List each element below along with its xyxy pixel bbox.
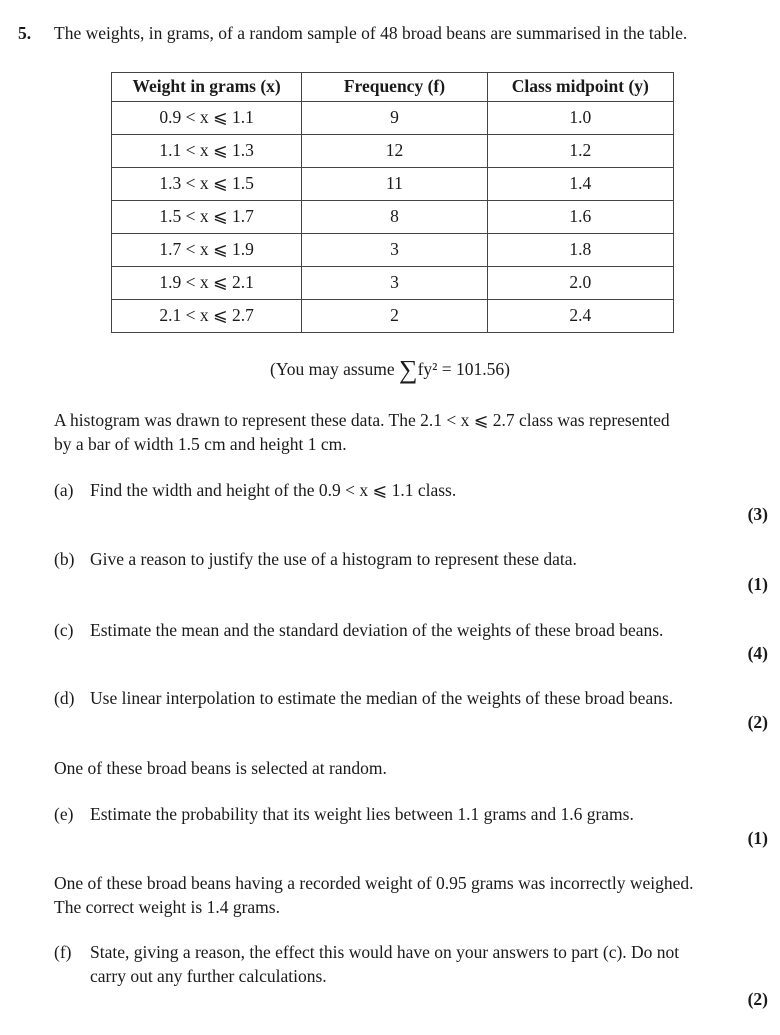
part-label: (f) [54, 942, 72, 962]
header-frequency: Frequency (f) [302, 73, 487, 102]
weights-table [111, 72, 674, 333]
random-selection-text: One of these broad beans is selected at random. [54, 758, 387, 778]
cell-midpoint: 1.6 [487, 201, 673, 234]
table-row [112, 267, 674, 300]
cell-frequency: 12 [302, 135, 487, 168]
part-text: Estimate the mean and the standard deviation of the weights of these broad beans. [90, 620, 664, 640]
cell-weight: 1.5 < x ⩽ 1.7 [112, 201, 302, 234]
cell-weight: 0.9 < x ⩽ 1.1 [112, 102, 302, 135]
marks-e: (1) [747, 828, 768, 848]
question-number: 5. [18, 23, 32, 43]
incorrect-weight-text [54, 872, 768, 919]
part-label: (d) [54, 688, 75, 708]
part-text: Estimate the probability that its weight lies between 1.1 grams and 1.6 grams. [90, 804, 634, 824]
cell-midpoint: 2.4 [487, 300, 673, 333]
part-b [54, 548, 768, 572]
part-c [54, 619, 768, 643]
table-row [112, 102, 674, 135]
histogram-line-2: by a bar of width 1.5 cm and height 1 cm. [54, 433, 347, 454]
question-intro: The weights, in grams, of a random sample of 48 broad beans are summarised in the table. [54, 23, 688, 43]
marks-b: (1) [747, 574, 768, 594]
part-a [54, 479, 768, 503]
cell-weight: 1.7 < x ⩽ 1.9 [112, 234, 302, 267]
cell-weight: 1.9 < x ⩽ 2.1 [112, 267, 302, 300]
part-d [54, 687, 768, 711]
incorrect-line-2: The correct weight is 1.4 grams. [54, 896, 280, 917]
marks-c: (4) [747, 643, 768, 663]
table-row [112, 201, 674, 234]
assumption-prefix: (You may assume [270, 359, 400, 379]
cell-midpoint: 2.0 [487, 267, 673, 300]
assumption-expression: fy² = 101.56) [417, 359, 510, 379]
part-text: Give a reason to justify the use of a histogram to represent these data. [90, 549, 577, 569]
part-label: (b) [54, 549, 75, 569]
part-label: (c) [54, 620, 74, 640]
part-e [54, 803, 768, 827]
cell-frequency: 8 [302, 201, 487, 234]
cell-midpoint: 1.4 [487, 168, 673, 201]
table-row [112, 135, 674, 168]
table-row [112, 234, 674, 267]
histogram-description [54, 409, 768, 456]
part-text-line-1: State, giving a reason, the effect this would have on your answers to part (c). Do not [90, 942, 680, 962]
cell-weight: 1.1 < x ⩽ 1.3 [112, 135, 302, 168]
cell-frequency: 11 [302, 168, 487, 201]
marks-a: (3) [747, 504, 768, 524]
cell-midpoint: 1.8 [487, 234, 673, 267]
cell-midpoint: 1.0 [487, 102, 673, 135]
cell-midpoint: 1.2 [487, 135, 673, 168]
cell-frequency: 3 [302, 267, 487, 300]
incorrect-line-1: One of these broad beans having a recorded weight of 0.95 grams was incorrectly weighed. [54, 873, 694, 893]
table-row [112, 168, 674, 201]
part-text-line-2: carry out any further calculations. [90, 965, 327, 986]
assumption-note [0, 352, 780, 387]
part-f [54, 941, 768, 988]
part-label: (e) [54, 804, 74, 824]
part-text: Use linear interpolation to estimate the median of the weights of these broad beans. [90, 688, 674, 708]
header-weight: Weight in grams (x) [112, 73, 302, 102]
table-row [112, 300, 674, 333]
header-midpoint: Class midpoint (y) [487, 73, 673, 102]
cell-weight: 1.3 < x ⩽ 1.5 [112, 168, 302, 201]
cell-frequency: 2 [302, 300, 487, 333]
cell-frequency: 9 [302, 102, 487, 135]
sigma-symbol: ∑ [399, 355, 418, 384]
marks-f: (2) [747, 989, 768, 1009]
cell-frequency: 3 [302, 234, 487, 267]
part-label: (a) [54, 480, 74, 500]
table-header-row [112, 73, 674, 102]
part-text: Find the width and height of the 0.9 < x ⩽ 1.1 class. [90, 480, 457, 500]
marks-d: (2) [747, 712, 768, 732]
cell-weight: 2.1 < x ⩽ 2.7 [112, 300, 302, 333]
histogram-line-1: A histogram was drawn to represent these data. The 2.1 < x ⩽ 2.7 class was represented [54, 410, 670, 430]
